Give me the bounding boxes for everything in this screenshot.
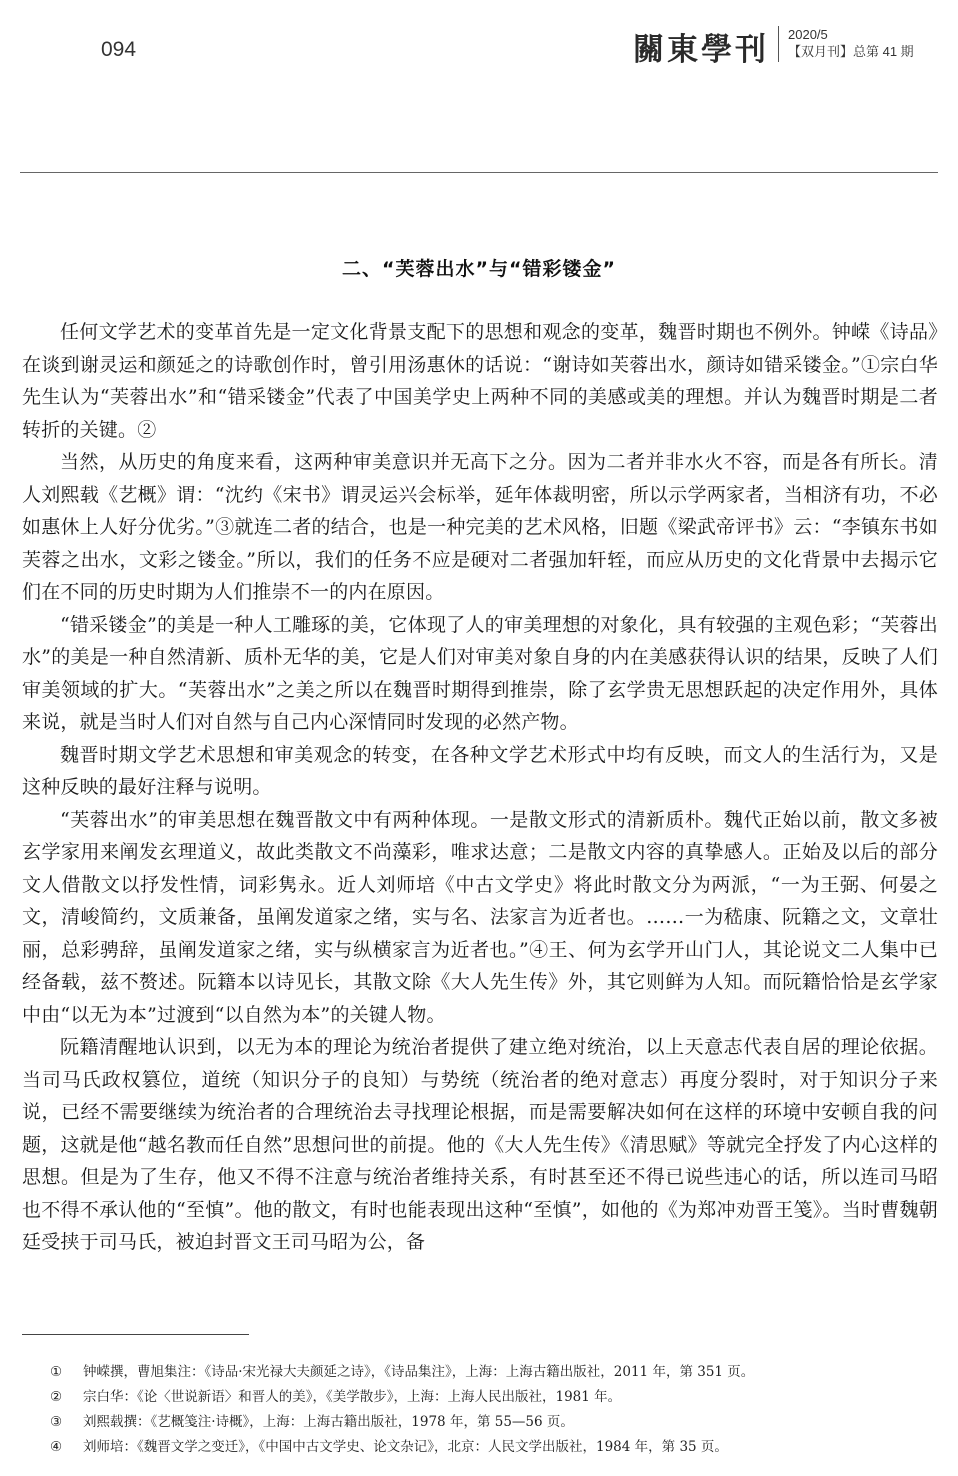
issue-info bbox=[788, 26, 914, 60]
paragraph: 阮籍清醒地认识到，以无为本的理论为统治者提供了建立绝对统治，以上天意志代表自居的理论依据。当司马氏政权篡位，道统（知识分子的良知）与势统（统治者的绝对意志）再度分裂时，对于知识分子来说，已经不需要继续为统治者的合理统治去寻找理论根据，而是需要解决如何在这样的环境中安顿自我的问题，这就是他“越名教而任自然”思想问世的前提。他的《大人先生传》《清思赋》等就完全抒发了内心这样的思想。但是为了生存，他又不得不注意与统治者维持关系，有时甚至还不得已说些违心的话，所以连司马昭也不得不承认他的“至慎”。他的散文，有时也能表现出这种“至慎”，如他的《为郑冲劝晋王笺》。当时曹魏朝廷受挟于司马氏，被迫封晋文王司马昭为公，备 bbox=[22, 1036, 938, 1253]
issue-number: 【双月刊】总第 41 期 bbox=[788, 44, 914, 59]
footnote-rule bbox=[22, 1334, 249, 1335]
footnote bbox=[50, 1435, 930, 1460]
footnotes bbox=[50, 1360, 930, 1460]
paragraph: “芙蓉出水”的审美思想在魏晋散文中有两种体现。一是散文形式的清新质朴。魏代正始以前，散文多被玄学家用来阐发玄理道义，故此类散文不尚藻彩，唯求达意；二是散文内容的真挚感人。正始及以后的部分文人借散文以抒发性情，词彩隽永。近人刘师培《中古文学史》将此时散文分为两派，“一为王弼、何晏之文，清峻简约，文质兼备，虽阐发道家之绪，实与名、法家言为近者也。……一为嵇康、阮籍之文，文章壮丽，总彩骋辞，虽阐发道家之绪，实与纵横家言为近者也。”④王、何为玄学开山门人，其论说文二人集中已经备载，兹不赘述。阮籍本以诗见长，其散文除《大人先生传》外，其它则鲜为人知。而阮籍恰恰是玄学家中由“以无为本”过渡到“以自然为本”的关键人物。 bbox=[22, 808, 938, 1026]
footnote-mark: ③ bbox=[50, 1414, 63, 1430]
paragraph: 任何文学艺术的变革首先是一定文化背景支配下的思想和观念的变革，魏晋时期也不例外。钟嵘《诗品》在谈到谢灵运和颜延之的诗歌创作时，曾引用汤惠休的话说：“谢诗如芙蓉出水，颜诗如错采镂金。”①宗白华先生认为“芙蓉出水”和“错采镂金”代表了中国美学史上两种不同的美感或美的理想。并认为魏晋时期是二者转折的关键。② bbox=[22, 321, 938, 441]
footnote-text: 宗白华：《论〈世说新语〉和晋人的美》，《美学散步》，上海：上海人民出版社，1981 年。 bbox=[83, 1389, 622, 1405]
footnote-text: 刘熙载撰：《艺概笺注·诗概》，上海：上海古籍出版社，1978 年，第 55—56 页。 bbox=[83, 1414, 574, 1430]
footnote-mark: ① bbox=[50, 1364, 63, 1380]
header-rule bbox=[20, 172, 938, 173]
journal-title: 關東學刊 bbox=[633, 32, 769, 68]
footnote-mark: ④ bbox=[50, 1439, 63, 1455]
footnote bbox=[50, 1410, 930, 1435]
footnote bbox=[50, 1360, 930, 1385]
issue-date: 2020/5 bbox=[788, 27, 828, 42]
footnote-text: 刘师培：《魏晋文学之变迁》，《中国中古文学史、论文杂记》，北京：人民文学出版社，1984 年，第 35 页。 bbox=[83, 1439, 728, 1455]
paragraph: 当然，从历史的角度来看，这两种审美意识并无高下之分。因为二者并非水火不容，而是各有所长。清人刘熙载《艺概》谓：“沈约《宋书》谓灵运兴会标举，延年体裁明密，所以示学两家者，当相济有功，不必如惠休上人好分优劣。”③就连二者的结合，也是一种完美的艺术风格，旧题《梁武帝评书》云：“李镇东书如芙蓉之出水，文彩之镂金。”所以，我们的任务不应是硬对二者强加轩轾，而应从历史的文化背景中去揭示它们在不同的历史时期为人们推崇不一的内在原因。 bbox=[22, 451, 938, 603]
paragraph: “错采镂金”的美是一种人工雕琢的美，它体现了人的审美理想的对象化，具有较强的主观色彩；“芙蓉出水”的美是一种自然清新、质朴无华的美，它是人们对审美对象自身的内在美感获得认识的结果，反映了人们审美领域的扩大。“芙蓉出水”之美之所以在魏晋时期得到推崇，除了玄学贵无思想跃起的决定作用外，具体来说，就是当时人们对自然与自己内心深情同时发现的必然产物。 bbox=[22, 613, 938, 733]
section-heading: 二、“芙蓉出水”与“错彩镂金” bbox=[342, 258, 616, 280]
article-body bbox=[22, 316, 938, 1259]
footnote bbox=[50, 1385, 930, 1410]
header-divider bbox=[778, 26, 779, 62]
footnote-mark: ② bbox=[50, 1389, 63, 1405]
footnote-text: 钟嵘撰，曹旭集注：《诗品·宋光禄大夫颜延之诗》，《诗品集注》，上海：上海古籍出版社，2011 年，第 351 页。 bbox=[83, 1364, 755, 1380]
page-number: 094 bbox=[101, 38, 137, 61]
paragraph: 魏晋时期文学艺术思想和审美观念的转变，在各种文学艺术形式中均有反映，而文人的生活行为，又是这种反映的最好注释与说明。 bbox=[22, 743, 938, 798]
